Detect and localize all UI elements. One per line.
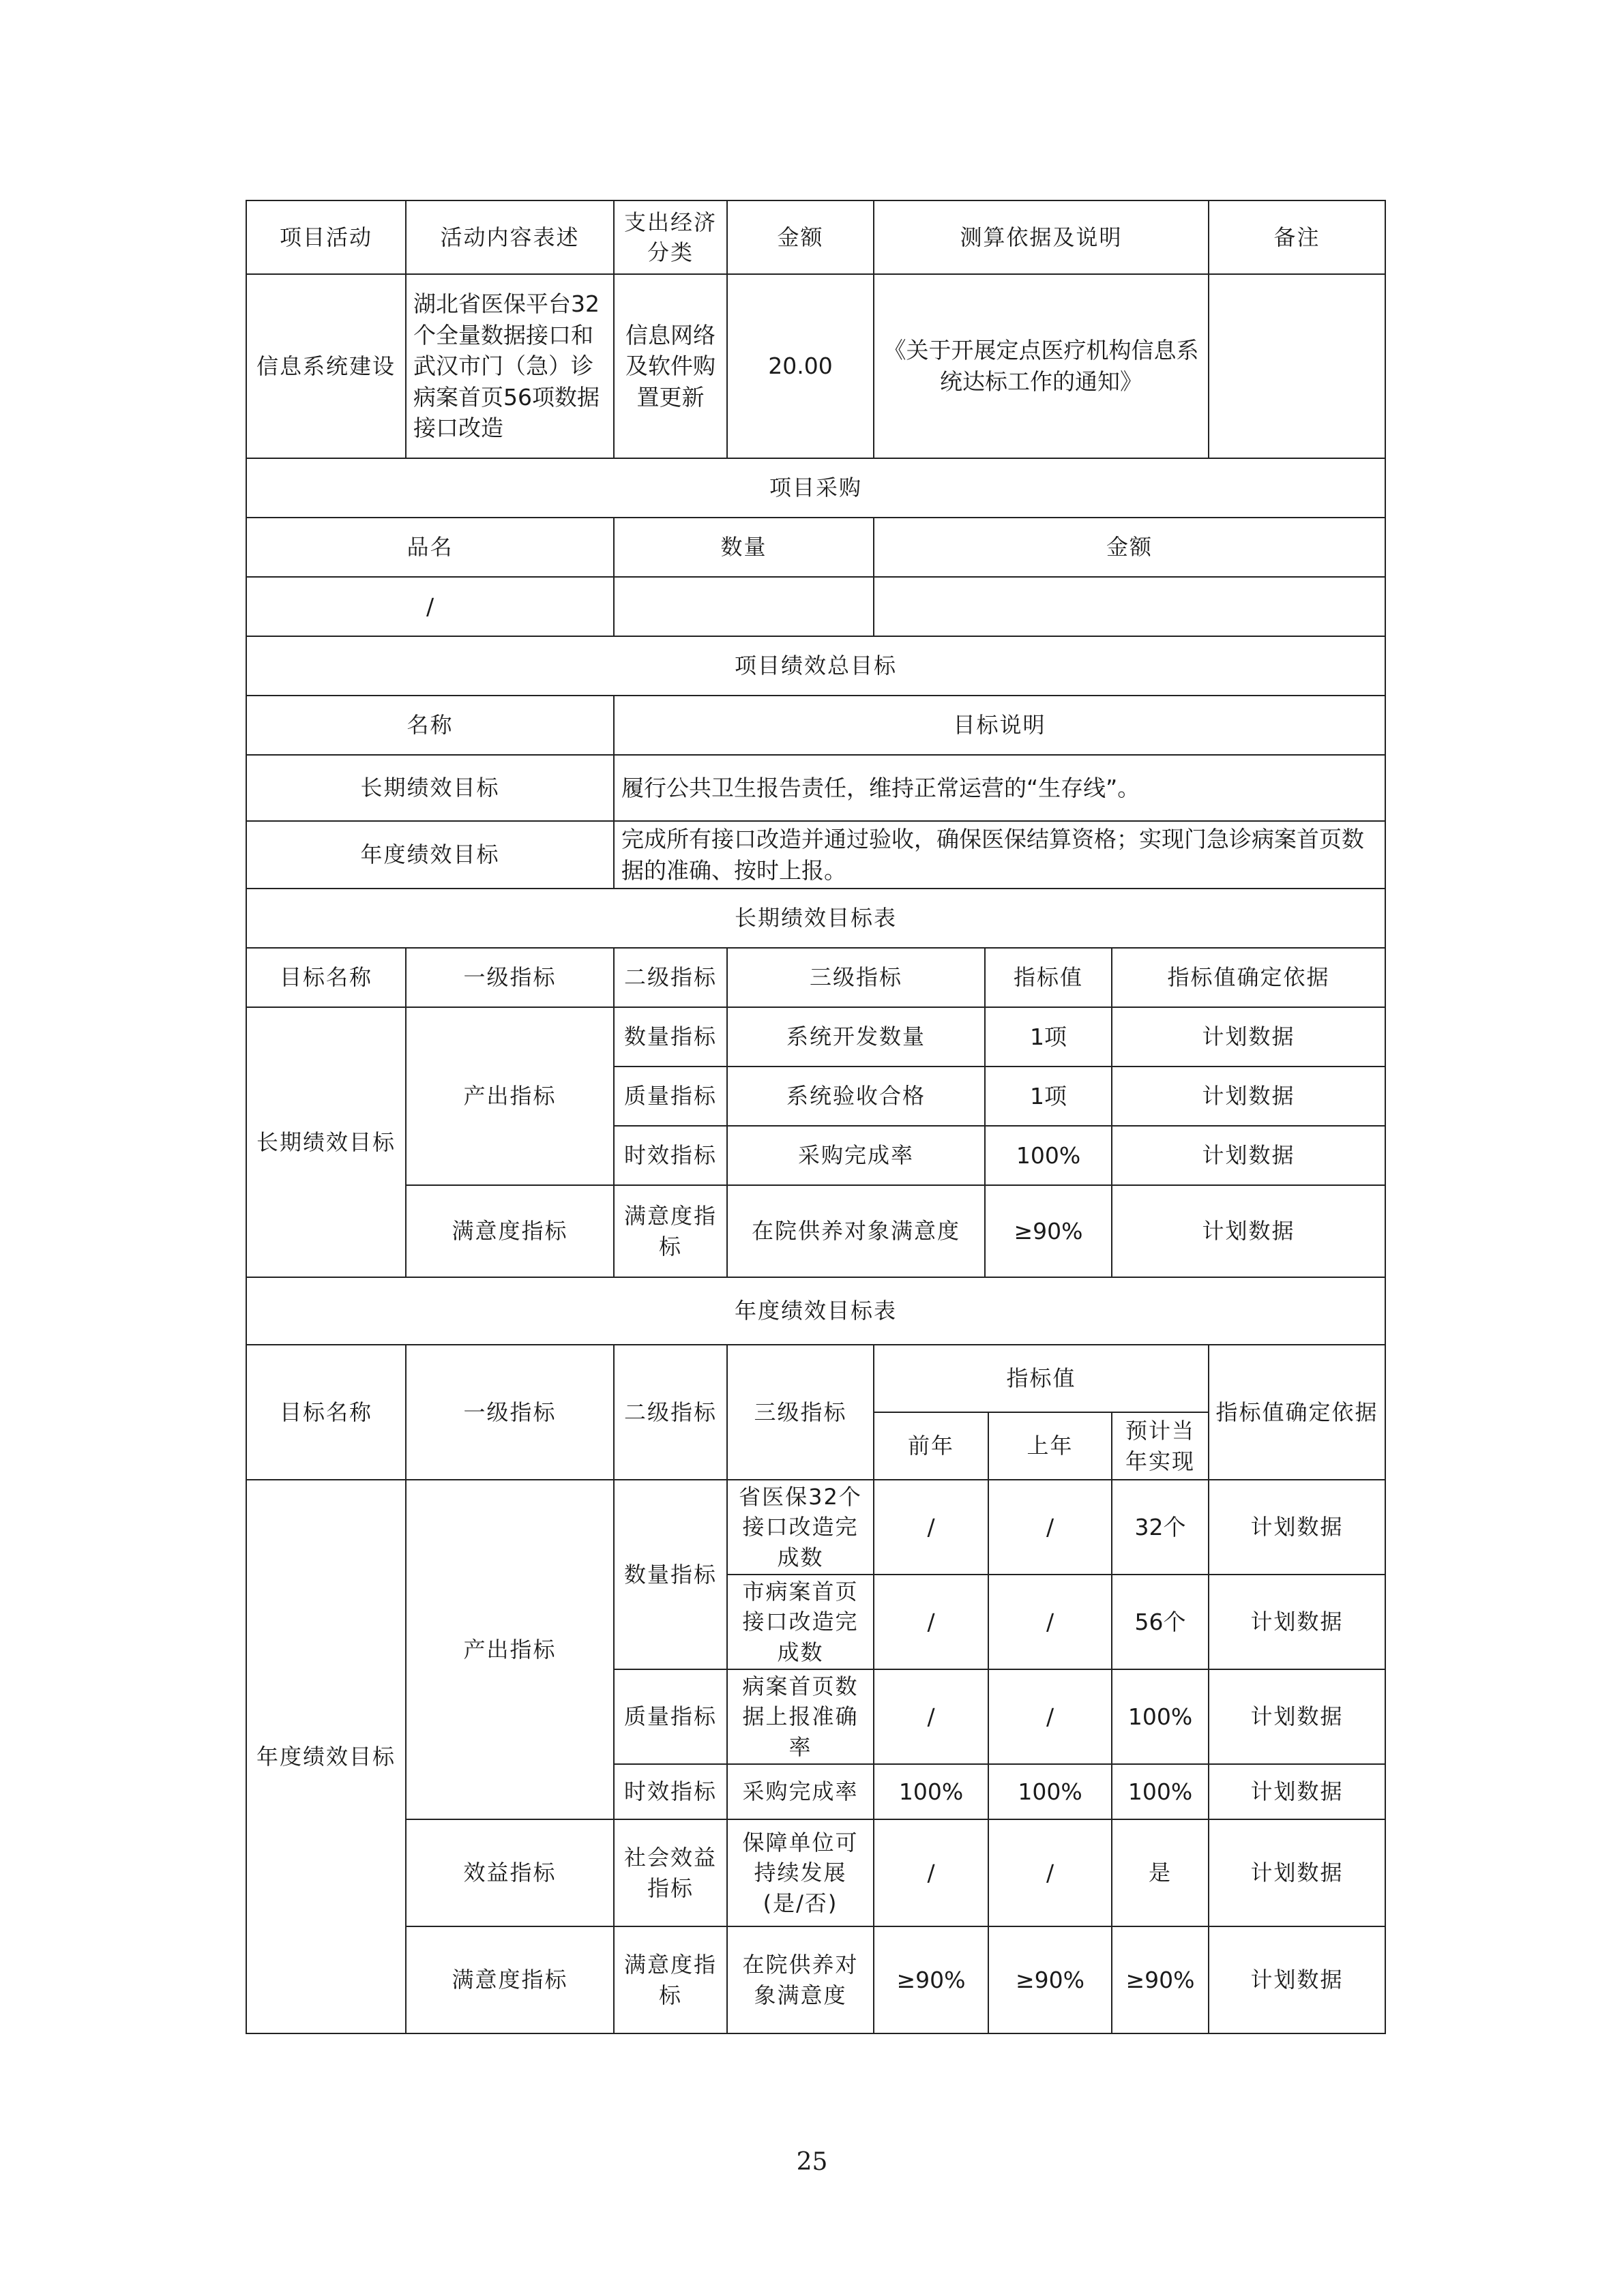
annual-header-basis: 指标值确定依据 [1208,1344,1386,1480]
long-row-value: 1项 [984,1007,1112,1067]
annual-row-current: 32个 [1111,1479,1209,1575]
long-header-l1: 一级指标 [405,947,615,1008]
activity-remark [1208,273,1386,459]
annual-table-title: 年度绩效目标表 [246,1277,1386,1345]
annual-row-prev: 100% [873,1763,989,1820]
annual-row-basis: 计划数据 [1208,1819,1386,1927]
overall-annual-label: 年度绩效目标 [246,820,615,889]
long-row-basis: 计划数据 [1111,1184,1386,1278]
annual-subheader-prev: 前年 [873,1412,989,1480]
annual-row-last: / [988,1669,1112,1765]
annual-row-last: / [988,1479,1112,1575]
annual-header-value: 指标值 [873,1344,1209,1413]
procurement-row-qty [613,576,874,637]
annual-row-basis: 计划数据 [1208,1763,1386,1820]
long-table-title: 长期绩效目标表 [246,888,1386,949]
long-header-basis: 指标值确定依据 [1111,947,1386,1008]
long-row-l2: 质量指标 [613,1066,728,1127]
annual-header-l1: 一级指标 [405,1344,615,1480]
procurement-col-qty: 数量 [613,517,874,578]
annual-subheader-last: 上年 [988,1412,1112,1480]
header-content: 活动内容表述 [405,200,615,275]
header-category: 支出经济分类 [613,200,728,275]
long-header-value: 指标值 [984,947,1112,1008]
annual-row-current: ≥90% [1111,1926,1209,2034]
annual-row-last: ≥90% [988,1926,1112,2034]
procurement-row-name: / [246,576,615,637]
annual-row-last: 100% [988,1763,1112,1820]
activity-amount: 20.00 [726,273,874,459]
overall-annual-desc: 完成所有接口改造并通过验收，确保医保结算资格；实现门急诊病案首页数据的准确、按时上报。 [613,820,1386,889]
header-basis: 测算依据及说明 [873,200,1209,275]
long-goal-name: 长期绩效目标 [246,1007,407,1278]
annual-row-l2: 满意度指标 [613,1926,728,2034]
long-row-l2: 满意度指标 [613,1184,728,1278]
long-row-l3: 系统开发数量 [726,1007,986,1067]
annual-row-last: / [988,1574,1112,1670]
overall-long-label: 长期绩效目标 [246,754,615,822]
long-header-l2: 二级指标 [613,947,728,1008]
long-row-l3: 系统验收合格 [726,1066,986,1127]
annual-row-prev: / [873,1669,989,1765]
annual-row-l2: 质量指标 [613,1669,728,1765]
annual-row-basis: 计划数据 [1208,1574,1386,1670]
procurement-col-name: 品名 [246,517,615,578]
annual-row-current: 56个 [1111,1574,1209,1670]
annual-row-last: / [988,1819,1112,1927]
long-row-l3: 在院供养对象满意度 [726,1184,986,1278]
overall-col-desc: 目标说明 [613,695,1386,756]
activity-content: 湖北省医保平台32个全量数据接口和武汉市门（急）诊病案首页56项数据接口改造 [405,273,615,459]
long-row-basis: 计划数据 [1111,1125,1386,1186]
annual-benefit-label: 效益指标 [405,1819,615,1927]
header-remark: 备注 [1208,200,1386,275]
long-row-l2: 数量指标 [613,1007,728,1067]
procurement-title: 项目采购 [246,458,1386,518]
overall-col-name: 名称 [246,695,615,756]
annual-subheader-current: 预计当年实现 [1111,1412,1209,1480]
annual-row-basis: 计划数据 [1208,1669,1386,1765]
long-row-l3: 采购完成率 [726,1125,986,1186]
annual-row-current: 是 [1111,1819,1209,1927]
activity-category: 信息网络及软件购置更新 [613,273,728,459]
annual-row-current: 100% [1111,1669,1209,1765]
long-header-l3: 三级指标 [726,947,986,1008]
annual-satisfaction-label: 满意度指标 [405,1926,615,2034]
header-activity: 项目活动 [246,200,407,275]
long-output-label: 产出指标 [405,1007,615,1186]
annual-row-basis: 计划数据 [1208,1926,1386,2034]
annual-quantity-label: 数量指标 [613,1479,728,1670]
annual-row-l3: 在院供养对象满意度 [726,1926,874,2034]
annual-row-prev: / [873,1574,989,1670]
annual-row-l3: 省医保32个接口改造完成数 [726,1479,874,1575]
annual-output-label: 产出指标 [405,1479,615,1820]
annual-row-current: 100% [1111,1763,1209,1820]
header-amount: 金额 [726,200,874,275]
long-row-value: ≥90% [984,1184,1112,1278]
long-header-goal: 目标名称 [246,947,407,1008]
annual-row-l3: 市病案首页接口改造完成数 [726,1574,874,1670]
annual-row-l3: 采购完成率 [726,1763,874,1820]
annual-goal-name: 年度绩效目标 [246,1479,407,2034]
long-row-basis: 计划数据 [1111,1066,1386,1127]
long-row-value: 1项 [984,1066,1112,1127]
overall-long-desc: 履行公共卫生报告责任，维持正常运营的“生存线”。 [613,754,1386,822]
annual-header-l2: 二级指标 [613,1344,728,1480]
annual-row-l2: 社会效益指标 [613,1819,728,1927]
annual-header-l3: 三级指标 [726,1344,874,1480]
activity-name: 信息系统建设 [246,273,407,459]
annual-row-basis: 计划数据 [1208,1479,1386,1575]
annual-row-prev: / [873,1479,989,1575]
procurement-row-amount [873,576,1386,637]
performance-table [246,200,1386,2034]
annual-header-goal: 目标名称 [246,1344,407,1480]
procurement-col-amount: 金额 [873,517,1386,578]
annual-row-l2: 时效指标 [613,1763,728,1820]
annual-row-l3: 保障单位可持续发展(是/否) [726,1819,874,1927]
long-row-basis: 计划数据 [1111,1007,1386,1067]
long-row-l2: 时效指标 [613,1125,728,1186]
long-satisfaction-label: 满意度指标 [405,1184,615,1278]
annual-row-l3: 病案首页数据上报准确率 [726,1669,874,1765]
annual-row-prev: / [873,1819,989,1927]
long-row-value: 100% [984,1125,1112,1186]
activity-basis: 《关于开展定点医疗机构信息系统达标工作的通知》 [873,273,1209,459]
annual-row-prev: ≥90% [873,1926,989,2034]
page-number: 25 [796,2148,828,2176]
overall-title: 项目绩效总目标 [246,636,1386,696]
